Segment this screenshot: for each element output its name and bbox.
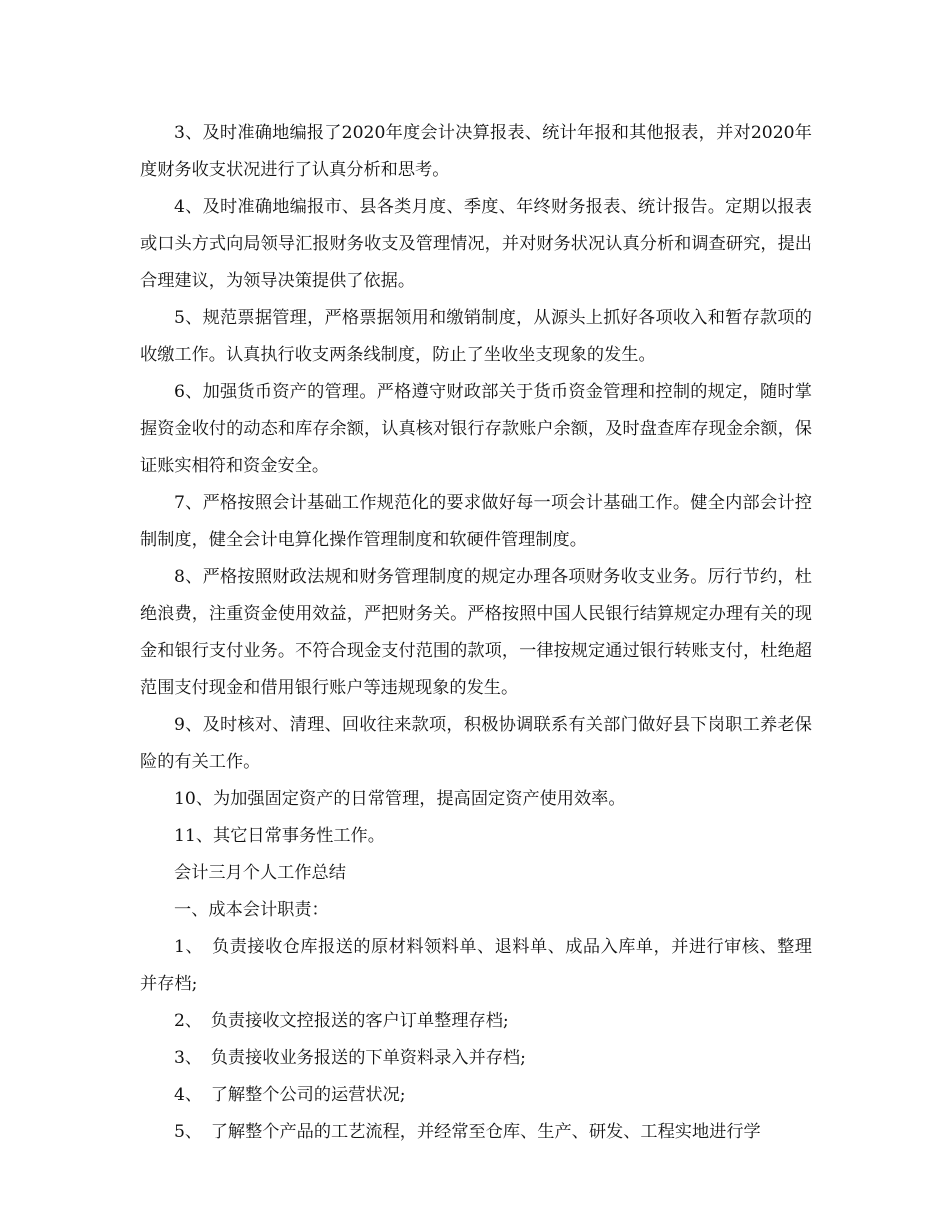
paragraph-item-9: 9、及时核对、清理、回收往来款项，积极协调联系有关部门做好县下岗职工养老保险的有关工作。 bbox=[140, 715, 812, 772]
paragraph-item-4: 4、及时准确地编报市、县各类月度、季度、年终财务报表、统计报告。定期以报表或口头方式向局领导汇报财务收支及管理情况，并对财务状况认真分析和调查研究，提出合理建议，为领导决策提供了依据。 bbox=[140, 197, 812, 291]
duty-item-4: 4、 了解整个公司的运营状况; bbox=[174, 1085, 406, 1105]
section-title: 会计三月个人工作总结 bbox=[174, 863, 346, 883]
paragraph-item-10: 10、为加强固定资产的日常管理，提高固定资产使用效率。 bbox=[174, 789, 626, 809]
subsection-heading: 一、成本会计职责： bbox=[174, 900, 329, 920]
paragraph-item-8: 8、严格按照财政法规和财务管理制度的规定办理各项财务收支业务。厉行节约，杜绝浪费，注重资金使用效益，严把财务关。严格按照中国人民银行结算规定办理有关的现金和银行支付业务。不符合现金支付范围的款项，一律按规定通过银行转账支付，杜绝超范围支付现金和借用银行账户等违规现象的发生。 bbox=[140, 567, 812, 698]
duty-item-1: 1、 负责接收仓库报送的原材料领料单、退料单、成品入库单，并进行审核、整理并存档; bbox=[140, 937, 812, 994]
paragraph-item-7: 7、严格按照会计基础工作规范化的要求做好每一项会计基础工作。健全内部会计控制制度，健全会计电算化操作管理制度和软硬件管理制度。 bbox=[140, 493, 812, 550]
paragraph-item-6: 6、加强货币资产的管理。严格遵守财政部关于货币资金管理和控制的规定，随时掌握资金收付的动态和库存余额，认真核对银行存款账户余额，及时盘查库存现金余额，保证账实相符和资金安全。 bbox=[140, 382, 812, 476]
duty-item-5: 5、 了解整个产品的工艺流程，并经常至仓库、生产、研发、工程实地进行学 bbox=[174, 1122, 761, 1142]
paragraph-item-5: 5、规范票据管理，严格票据领用和缴销制度，从源头上抓好各项收入和暂存款项的收缴工作。认真执行收支两条线制度，防止了坐收坐支现象的发生。 bbox=[140, 308, 812, 365]
paragraph-item-3: 3、及时准确地编报了2020年度会计决算报表、统计年报和其他报表，并对2020年度财务收支状况进行了认真分析和思考。 bbox=[140, 123, 812, 180]
duty-item-3: 3、 负责接收业务报送的下单资料录入并存档; bbox=[174, 1048, 526, 1068]
paragraph-item-11: 11、其它日常事务性工作。 bbox=[174, 826, 385, 846]
document-body bbox=[140, 115, 812, 1151]
duty-item-2: 2、 负责接收文控报送的客户订单整理存档; bbox=[174, 1011, 509, 1031]
